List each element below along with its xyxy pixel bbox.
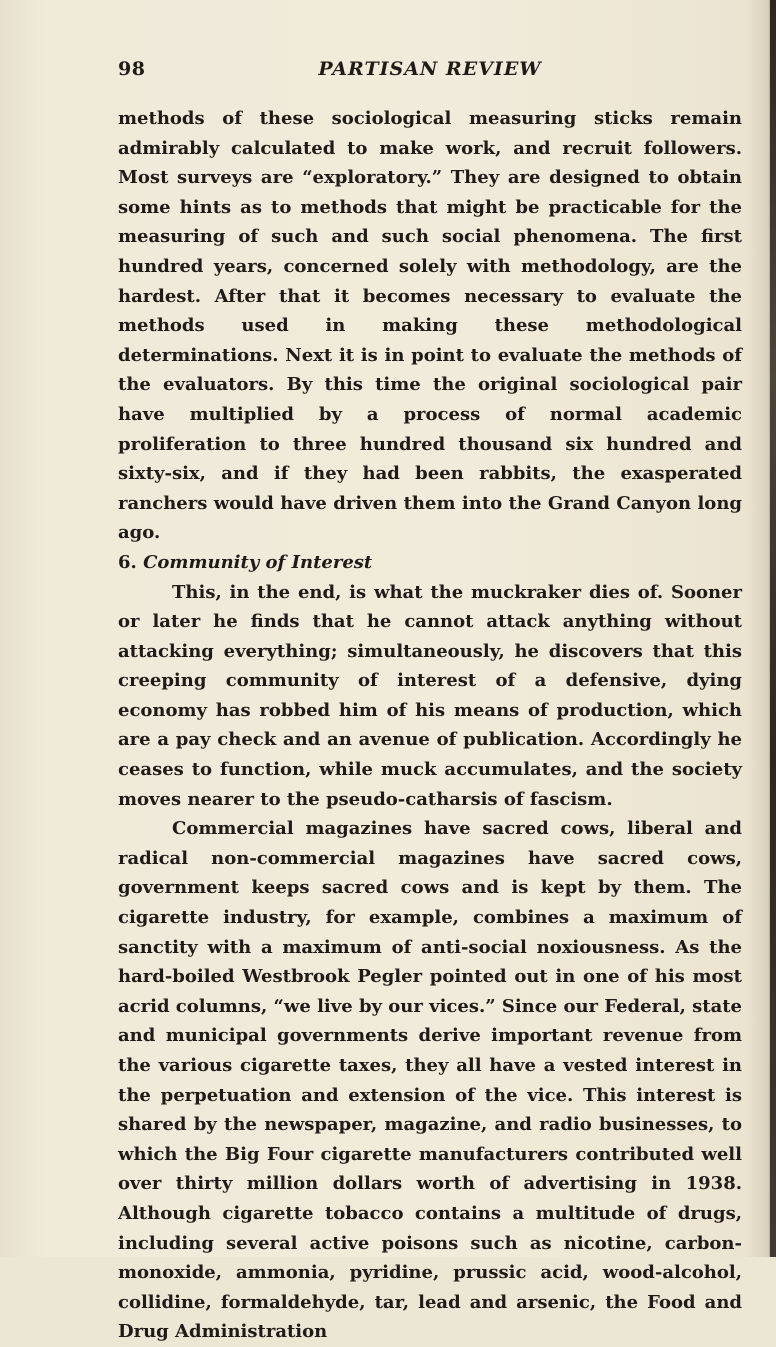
section-title: Community of Interest: [143, 551, 373, 573]
paragraph-muckraker: This, in the end, is what the muckraker dies of. Sooner or later he finds that he cannot attack anything without attacking everything; simultaneously, he discovers that this creeping community of interest of a defensive, dying economy has robbed him of his means of production, which are a pay check and an avenue of publication. Accordingly he ceases to function, while muck accumulates, and the society moves nearer to the pseudo-catharsis of fascism.: [118, 581, 742, 810]
section-number: 6.: [118, 551, 137, 573]
section-heading: [118, 548, 742, 578]
page-number: 98: [118, 58, 146, 80]
paragraph-continued: methods of these sociological measuring sticks remain admirably calculated to make work, and recruit followers. Most surveys are “exploratory.” They are designed to obtain some hints as to methods that might be practicable for the measuring of such and such social phenomena. The first hundred years, concerned solely with methodology, are the hardest. After that it becomes necessary to evaluate the methods used in making these methodological determinations. Next it is in point to evaluate the methods of the evaluators. By this time the original sociological pair have multiplied by a process of normal academic proliferation to three hundred thousand six hundred and sixty-six, and if they had been rabbits, the exasperated ranchers would have driven them into the Grand Canyon long ago.: [118, 108, 742, 544]
running-head: PARTISAN REVIEW: [318, 58, 542, 80]
page-edge-shadow: [770, 0, 776, 1257]
page-header: [118, 58, 742, 88]
paragraph-sacred-cows: Commercial magazines have sacred cows, liberal and radical non-commercial magazines have sacred cows, government keeps sacred cows and is kept by them. The cigarette industry, for example, combines a maximum of sanctity with a maximum of anti-social noxiousness. As the hard-boiled Westbrook Pegler pointed out in one of his most acrid columns, “we live by our vices.” Since our Federal, state and municipal governments derive important revenue from the various cigarette taxes, they all have a vested interest in the perpetuation and extension of the vice. This interest is shared by the newspaper, magazine, and radio businesses, to which the Big Four cigarette manufacturers contributed well over thirty million dollars worth of advertising in 1938. Although cigarette tobacco contains a multitude of drugs, including several active poisons such as nicotine, carbon-monoxide, ammonia, pyridine, prussic acid, wood-alcohol, collidine, formaldehyde, tar, lead and arsenic, the Food and Drug Administration: [118, 818, 742, 1343]
body-text: [118, 104, 742, 1347]
